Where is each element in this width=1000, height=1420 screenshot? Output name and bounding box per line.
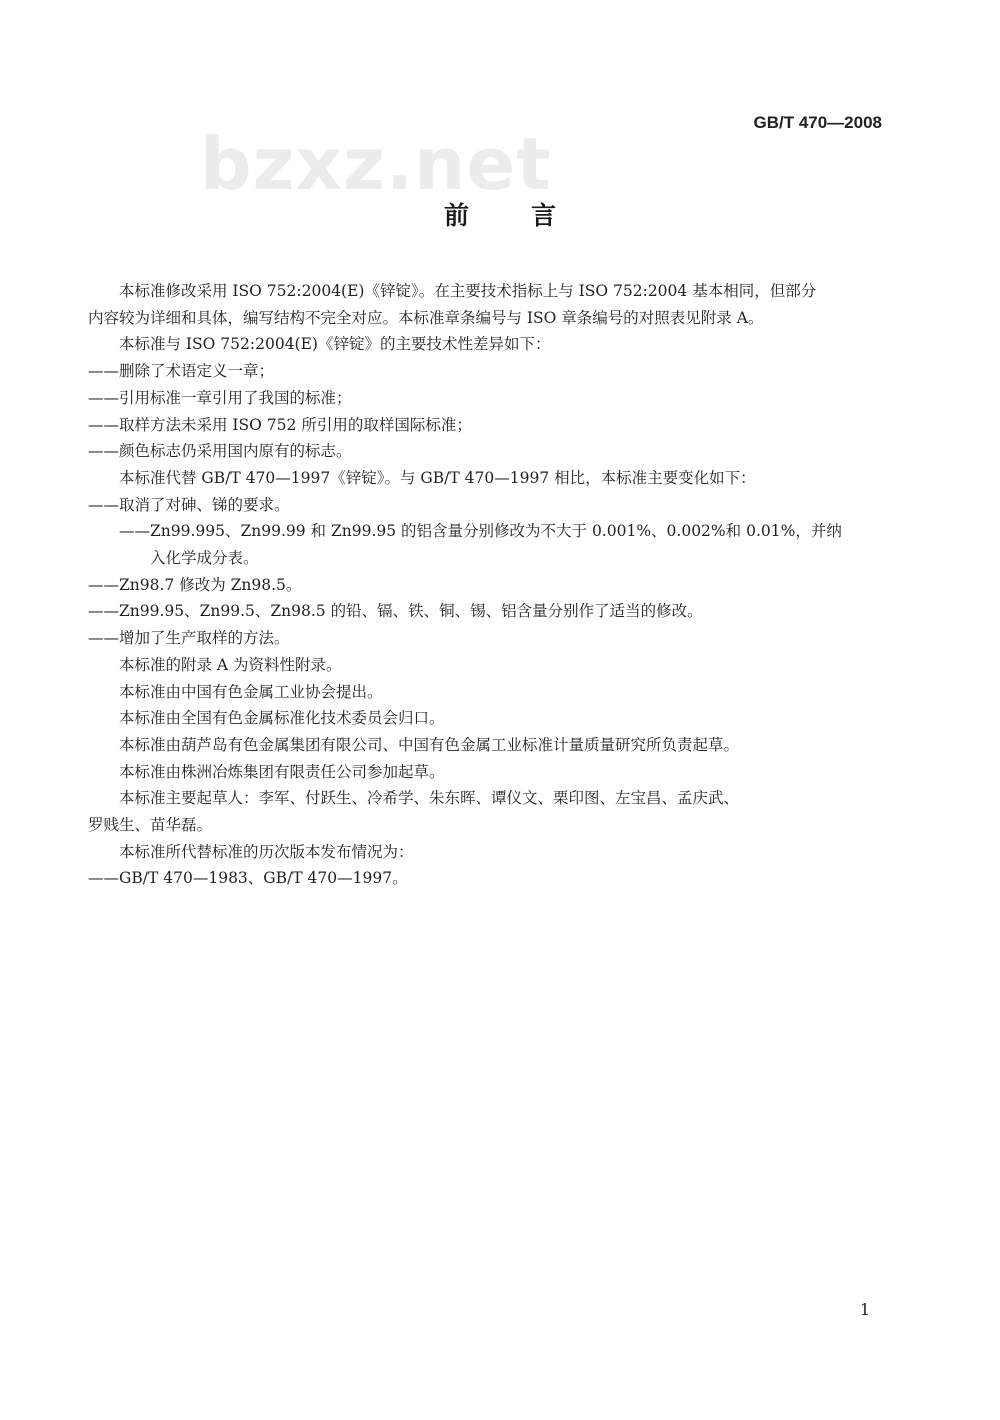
paragraph-adoption-line1: 本标准修改采用 ISO 752:2004(E)《锌锭》。在主要技术指标上与 ISO 752:2004 基本相同，但部分 — [119, 282, 817, 300]
list-item: ——增加了生产取样的方法。 — [88, 629, 290, 648]
standard-number: GB/T 470—2008 — [753, 113, 882, 132]
paragraph-drafters-line2: 罗贱生、苗华磊。 — [88, 816, 213, 835]
list-item: ——取消了对砷、锑的要求。 — [88, 495, 290, 514]
list-item: ——颜色标志仍采用国内原有的标志。 — [88, 442, 352, 461]
paragraph-adoption-line2: 内容较为详细和具体，编写结构不完全对应。本标准章条编号与 ISO 章条编号的对照表见附录 A。 — [88, 308, 764, 327]
paragraph-replacement: 本标准代替 GB/T 470—1997《锌锭》。与 GB/T 470—1997 相比，本标准主要变化如下： — [119, 468, 756, 487]
list-item: ——Zn99.95、Zn99.5、Zn98.5 的铅、镉、铁、铜、锡、铝含量分别作了适当的修改。 — [88, 602, 703, 621]
paragraph-annex: 本标准的附录 A 为资料性附录。 — [119, 655, 342, 674]
paragraph-differences-intro: 本标准与 ISO 752:2004(E)《锌锭》的主要技术性差异如下： — [119, 335, 551, 354]
paragraph-technical-committee: 本标准由全国有色金属标准化技术委员会归口。 — [119, 709, 445, 728]
page-title: 前言 — [443, 201, 618, 230]
list-item-continuation: 入化学成分表。 — [150, 549, 259, 568]
list-item — [88, 518, 888, 571]
watermark: bzxz.net — [200, 122, 552, 206]
paragraph-drafting-org: 本标准由葫芦岛有色金属集团有限公司、中国有色金属工业标准计量质量研究所负责起草。 — [119, 735, 740, 754]
page-number: 1 — [859, 1300, 870, 1319]
list-item-line: ——Zn99.995、Zn99.99 和 Zn99.95 的铝含量分别修改为不大于 0.001%、0.002%和 0.01%，并纳 — [119, 522, 842, 541]
paragraph-drafters-line1: 本标准主要起草人：李军、付跃生、冷希学、朱东晖、谭仪文、栗印图、左宝昌、孟庆武、 — [119, 789, 740, 808]
paragraph-participating-org: 本标准由株洲冶炼集团有限责任公司参加起草。 — [119, 762, 445, 781]
list-item: ——引用标准一章引用了我国的标准； — [88, 388, 352, 407]
paragraph-proposer: 本标准由中国有色金属工业协会提出。 — [119, 682, 383, 701]
foreword-body — [88, 278, 888, 892]
list-item: ——删除了术语定义一章； — [88, 362, 275, 381]
paragraph-history-intro: 本标准所代替标准的历次版本发布情况为： — [119, 842, 414, 861]
list-item: ——取样方法未采用 ISO 752 所引用的取样国际标准； — [88, 415, 472, 434]
list-item: ——GB/T 470—1983、GB/T 470—1997。 — [88, 869, 408, 888]
list-item: ——Zn98.7 修改为 Zn98.5。 — [88, 575, 302, 594]
